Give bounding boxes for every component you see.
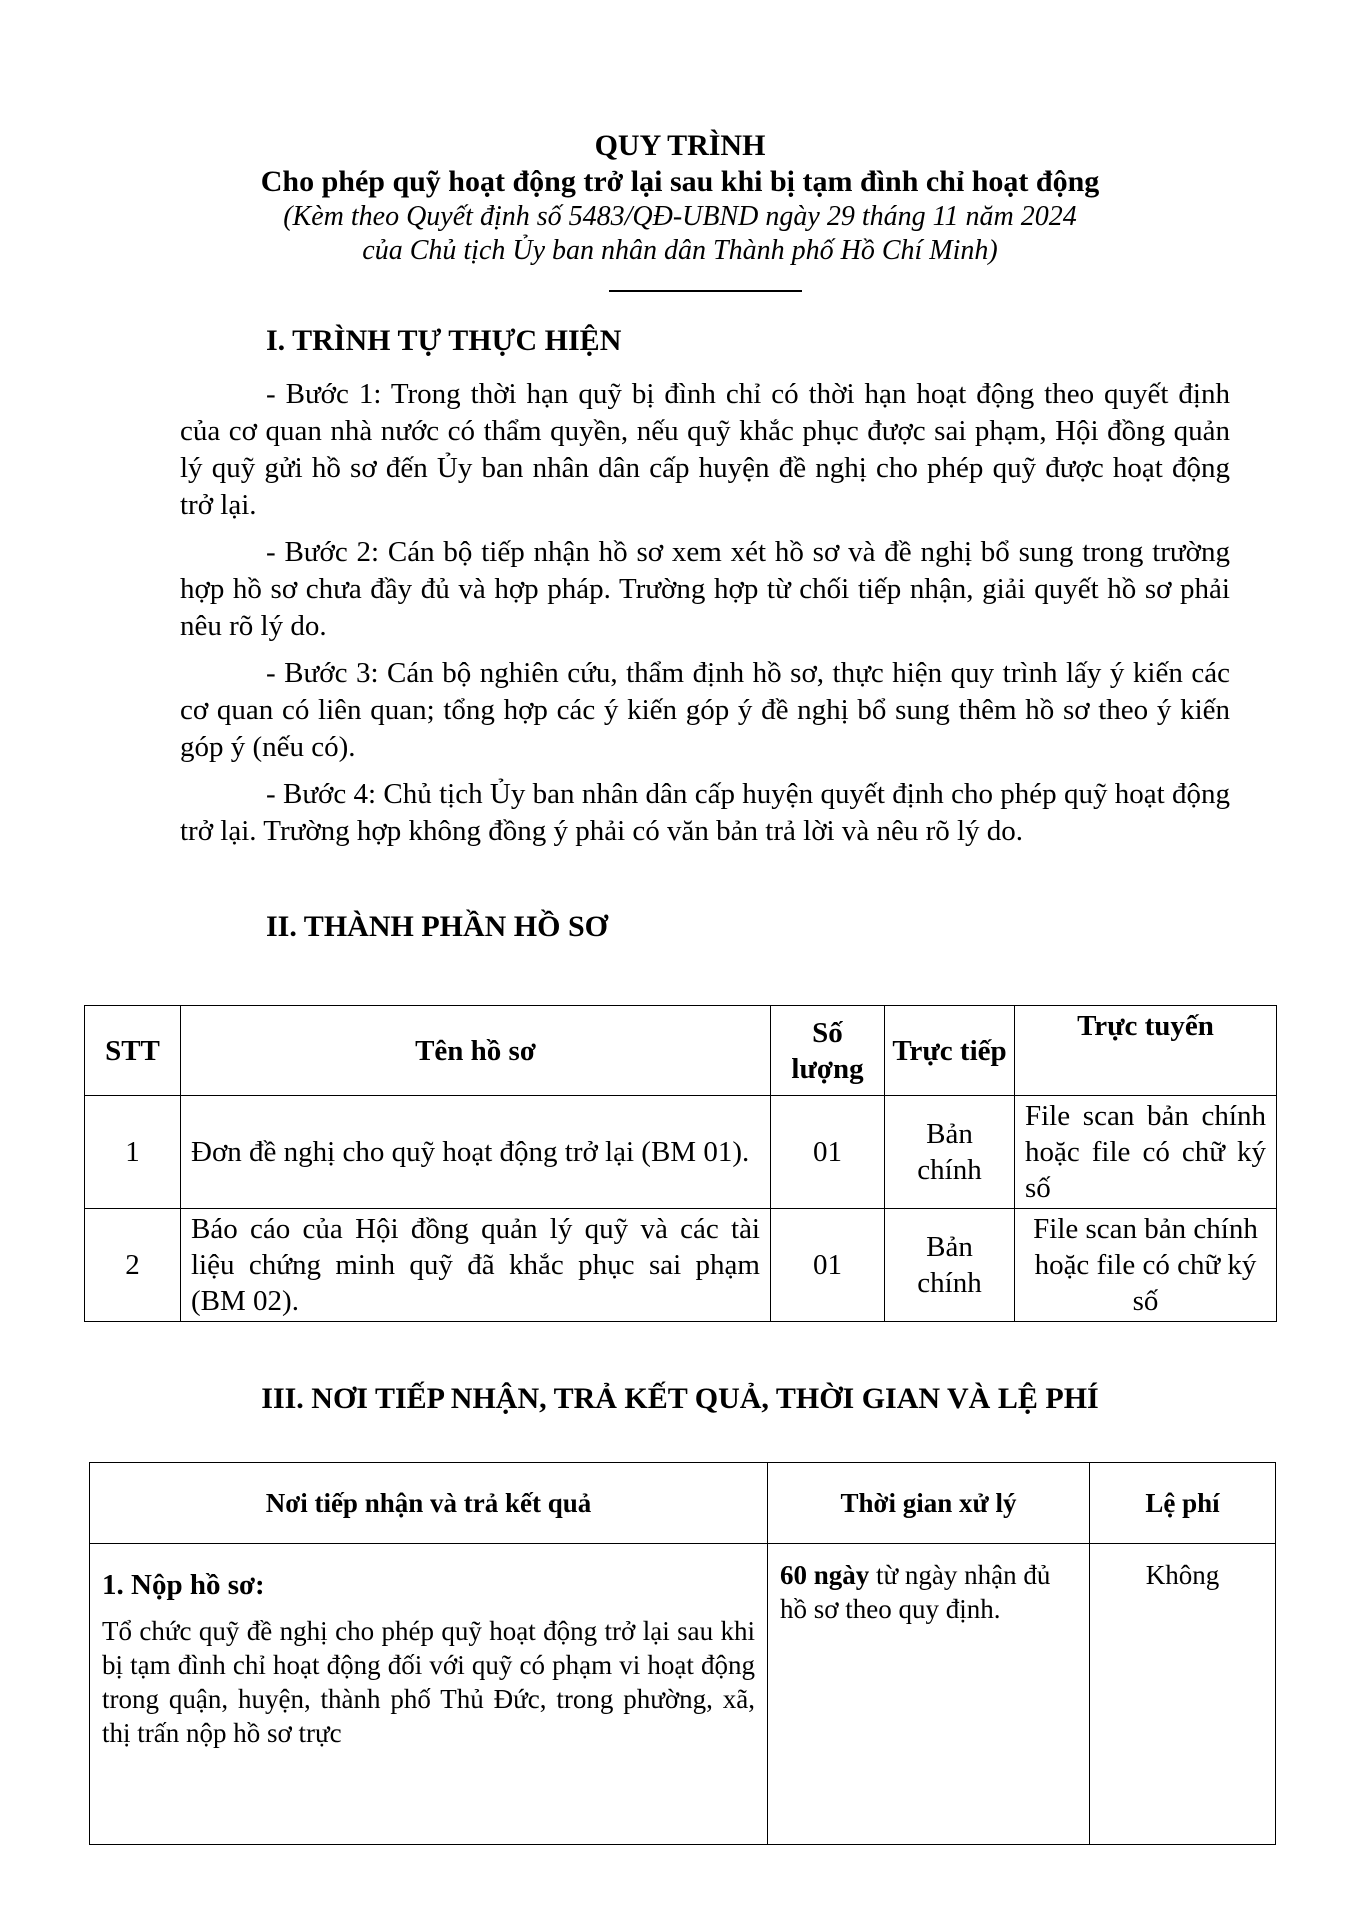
time-duration: 60 ngày bbox=[780, 1560, 870, 1590]
row-qty: 01 bbox=[771, 1209, 885, 1322]
time-cell bbox=[768, 1544, 1090, 1845]
row-name: Đơn đề nghị cho quỹ hoạt động trở lại (BM 01). bbox=[181, 1096, 771, 1209]
section-3-heading: III. NƠI TIẾP NHẬN, TRẢ KẾT QUẢ, THỜI GIAN VÀ LỆ PHÍ bbox=[261, 1382, 1099, 1415]
section-2-heading: II. THÀNH PHẦN HỒ SƠ bbox=[266, 910, 608, 943]
row-direct: Bản chính bbox=[885, 1096, 1015, 1209]
row-qty: 01 bbox=[771, 1096, 885, 1209]
row-stt: 2 bbox=[85, 1209, 181, 1322]
time-description: từ ngày nhận đủ hồ sơ theo quy định. bbox=[780, 1560, 1051, 1624]
step-4: - Bước 4: Chủ tịch Ủy ban nhân dân cấp huyện quyết định cho phép quỹ hoạt động trở lại. Trường hợp không đồng ý phải có văn bản trả lời và nêu rõ lý do. bbox=[180, 778, 1230, 847]
step-2: - Bước 2: Cán bộ tiếp nhận hồ sơ xem xét hồ sơ và đề nghị bổ sung trong trường hợp hồ sơ chưa đầy đủ và hợp pháp. Trường hợp từ chối tiếp nhận, giải quyết hồ sơ phải nêu rõ lý do. bbox=[180, 536, 1230, 642]
documents-table-header bbox=[85, 1006, 1277, 1096]
table-row bbox=[85, 1209, 1277, 1322]
col-direct: Trực tiếp bbox=[885, 1006, 1015, 1096]
document-header bbox=[180, 128, 1180, 268]
place-subheading: 1. Nộp hồ sơ: bbox=[102, 1569, 265, 1601]
document-title: QUY TRÌNH bbox=[594, 129, 766, 162]
documents-table bbox=[84, 1005, 1277, 1322]
table-row bbox=[90, 1544, 1276, 1845]
reception-table bbox=[89, 1462, 1276, 1845]
col-time: Thời gian xử lý bbox=[768, 1463, 1090, 1544]
row-name: Báo cáo của Hội đồng quản lý quỹ và các tài liệu chứng minh quỹ đã khắc phục sai phạm (BM 02). bbox=[181, 1209, 771, 1322]
col-stt: STT bbox=[85, 1006, 181, 1096]
step-3: - Bước 3: Cán bộ nghiên cứu, thẩm định hồ sơ, thực hiện quy trình lấy ý kiến các cơ quan có liên quan; tổng hợp các ý kiến góp ý đề nghị bổ sung thêm hồ sơ theo ý kiến góp ý (nếu có). bbox=[180, 657, 1230, 763]
col-name: Tên hồ sơ bbox=[181, 1006, 771, 1096]
row-direct: Bản chính bbox=[885, 1209, 1015, 1322]
table-row bbox=[85, 1096, 1277, 1209]
col-online: Trực tuyến bbox=[1015, 1006, 1277, 1096]
col-fee: Lệ phí bbox=[1090, 1463, 1276, 1544]
place-cell bbox=[90, 1544, 768, 1845]
section-1-heading: I. TRÌNH TỰ THỰC HIỆN bbox=[266, 324, 622, 357]
row-online: File scan bản chính hoặc file có chữ ký số bbox=[1015, 1096, 1277, 1209]
fee-cell: Không bbox=[1090, 1544, 1276, 1845]
step-1: - Bước 1: Trong thời hạn quỹ bị đình chỉ có thời hạn hoạt động theo quyết định của cơ quan nhà nước có thẩm quyền, nếu quỹ khắc phục được sai phạm, Hội đồng quản lý quỹ gửi hồ sơ đến Ủy ban nhân dân cấp huyện đề nghị cho phép quỹ được hoạt động trở lại. bbox=[180, 378, 1230, 521]
document-subtitle: Cho phép quỹ hoạt động trở lại sau khi bị tạm đình chỉ hoạt động bbox=[260, 165, 1100, 198]
col-qty: Số lượng bbox=[771, 1006, 885, 1096]
col-place: Nơi tiếp nhận và trả kết quả bbox=[90, 1463, 768, 1544]
section-1-steps bbox=[180, 376, 1230, 860]
document-note-line-2: của Chủ tịch Ủy ban nhân dân Thành phố Hồ Chí Minh) bbox=[362, 235, 998, 266]
reception-table-header bbox=[90, 1463, 1276, 1544]
place-text: Tổ chức quỹ đề nghị cho phép quỹ hoạt động trở lại sau khi bị tạm đình chỉ hoạt động đối với quỹ có phạm vi hoạt động trong quận, huyện, thành phố Thủ Đức, trong phường, xã, thị trấn nộp hồ sơ trực bbox=[102, 1616, 755, 1748]
row-stt: 1 bbox=[85, 1096, 181, 1209]
document-note-line-1: (Kèm theo Quyết định số 5483/QĐ-UBND ngày 29 tháng 11 năm 2024 bbox=[283, 201, 1077, 232]
title-divider bbox=[609, 290, 802, 292]
row-online: File scan bản chính hoặc file có chữ ký số bbox=[1015, 1209, 1277, 1322]
